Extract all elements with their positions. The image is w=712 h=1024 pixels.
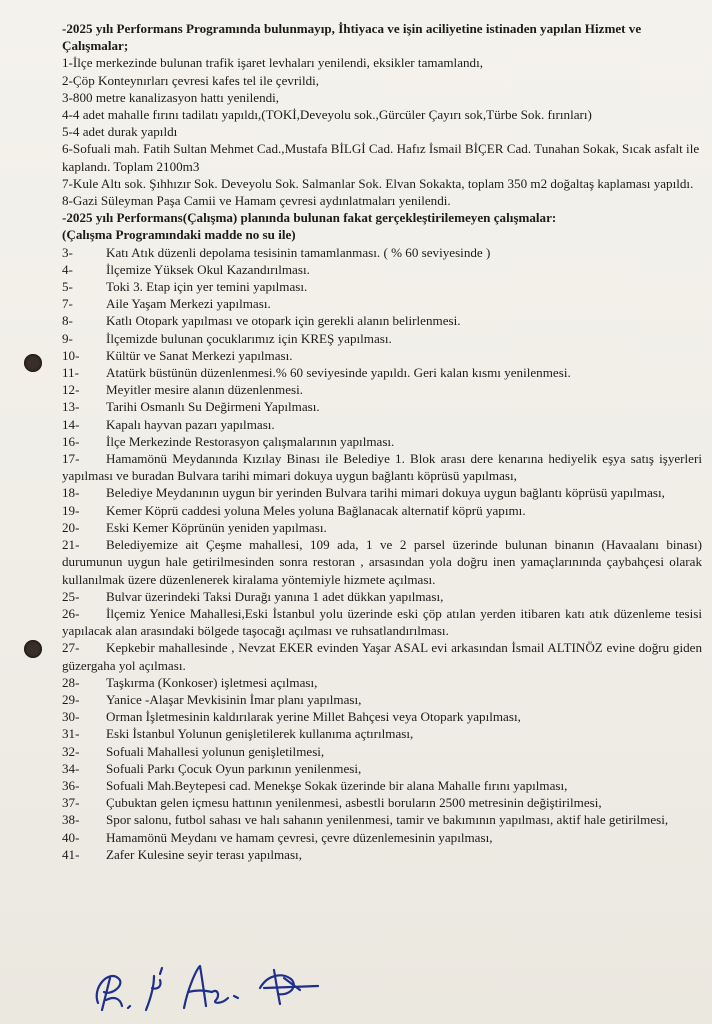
item-number: 38- [62,812,80,828]
section2-item [62,278,702,295]
item-text: İlçemizde bulunan çocuklarımız için KREŞ yapılması. [106,330,392,346]
item-number: 11- [62,365,79,381]
document-body [62,20,702,863]
item-text: Orman İşletmesinin kaldırılarak yerine Millet Bahçesi veya Otopark yapılması, [106,709,521,725]
section2-item [62,416,702,433]
item-text: Kapalı hayvan pazarı yapılması. [106,416,275,432]
section1-item: 4-4 adet mahalle fırını tadilatı yapıldı,(TOKİ,Deveyolu sok.,Gürcüler Çayırı sok,Türbe Sok. fırınları) [62,107,592,123]
item-text: Katı Atık düzenli depolama tesisinin tamamlanması. ( % 60 seviyesinde ) [106,244,491,260]
item-text: Katlı Otopark yapılması ve otopark için gerekli alanın belirlenmesi. [106,313,461,329]
section2-item [62,261,702,278]
punch-hole-top [24,354,42,372]
item-number: 27- [62,640,80,656]
item-number: 3- [62,244,73,260]
section2-item [62,519,702,536]
item-number: 30- [62,709,80,725]
item-number: 41- [62,846,80,862]
item-number: 26- [62,605,80,621]
section2-heading: -2025 yılı Performans(Çalışma) planında bulunan fakat gerçekleştirilemeyen çalışmalar: [62,210,557,226]
section2-subheading: (Çalışma Programındaki madde no su ile) [62,227,296,243]
section2-item [62,743,702,760]
item-number: 7- [62,296,73,312]
section2-item [62,398,702,415]
section2-item [62,450,702,484]
section2-item [62,725,702,742]
item-number: 14- [62,416,80,432]
item-text: Aile Yaşam Merkezi yapılması. [106,296,271,312]
item-text: İlçemiz Yenice Mahallesi,Eski İstanbul yolu üzerinde eski çöp atılan yerden itibaren katı atık düzenleme tesisi yapılacak alan arasındaki bölgede taşocağı açılması ve ruhsatlandırılması. [62,605,702,639]
item-text: Hamamönü Meydanında Kızılay Binası ile Belediye 1. Blok arası dere kenarına hediyelik eşya satış işyerleri yapılması ve buradan Bulvara tarihi mimari dokuya uygun bağlantı köprüsü yapılması, [62,451,702,484]
item-number: 40- [62,829,80,845]
item-text: Yanice -Alaşar Mevkisinin İmar planı yapılması, [106,691,362,707]
item-text: İlçe Merkezinde Restorasyon çalışmalarının yapılması. [106,433,395,449]
section2-item [62,330,702,347]
item-text: Kültür ve Sanat Merkezi yapılması. [106,347,293,363]
section2-item [62,536,702,588]
item-number: 32- [62,743,80,759]
section1-item: 8-Gazi Süleyman Paşa Camii ve Hamam çevresi aydınlatmaları yenilendi. [62,193,451,209]
item-text: İlçemize Yüksek Okul Kazandırılması. [106,261,310,277]
section2-item [62,639,702,673]
section1-heading: -2025 yılı Performans Programında bulunmayıp, İhtiyaca ve işin aciliyetine istinaden yapılan Hizmet ve Çalışmalar; [62,21,642,54]
item-number: 18- [62,485,80,501]
item-number: 10- [62,347,80,363]
item-number: 28- [62,674,80,690]
section2-item [62,708,702,725]
section2-item [62,674,702,691]
section2-item [62,364,702,381]
section1-item: 1-İlçe merkezinde bulunan trafik işaret levhaları yenilendi, eksikler tamamlandı, [62,55,484,71]
section2-item [62,794,702,811]
section2-item [62,605,702,639]
section1-list [62,54,702,209]
item-text: Meyitler mesire alanın düzenlenmesi. [106,382,304,398]
item-number: 5- [62,279,73,295]
item-text: Zafer Kulesine seyir terası yapılması, [106,846,302,862]
item-text: Belediyemize ait Çeşme mahallesi, 109 ada, 1 ve 2 parsel üzerinde bulunan binanın (Havaalanı binası) durumunun uygun hale getirilmesinden sonra restoran , arsasından yola doğru inen yamaçlarınında çaybahçesi olarak kullanılmak üzere düzenlenerek kiralama yöntemiyle hizmete açılması. [62,537,702,587]
section2-item [62,312,702,329]
item-number: 31- [62,726,80,742]
item-text: Kepkebir mahallesinde , Nevzat EKER evinden Yaşar ASAL evi arkasından İsmail ALTINÖZ evine doğru giden güzergaha yol açılması. [62,640,702,673]
section2-item [62,244,702,261]
section2-item [62,760,702,777]
item-number: 13- [62,399,80,415]
item-number: 20- [62,519,80,535]
item-text: Eski İstanbul Yolunun genişletilerek kullanıma açtırılması, [106,726,414,742]
item-number: 37- [62,795,80,811]
item-number: 34- [62,760,80,776]
item-text: Taşkırma (Konkoser) işletmesi açılması, [106,674,318,690]
section2-item [62,777,702,794]
item-text: Kemer Köprü caddesi yoluna Meles yoluna Bağlanacak alternatif köprü yapımı. [106,502,526,518]
section2-item [62,295,702,312]
section2-item [62,811,702,828]
item-text: Hamamönü Meydanı ve hamam çevresi, çevre düzenlemesinin yapılması, [106,829,493,845]
item-number: 36- [62,777,80,793]
section2-item [62,433,702,450]
section2-list [62,244,702,863]
item-number: 17- [62,451,80,467]
handwritten-signature [88,948,328,1018]
item-text: Belediye Meydanının uygun bir yerinden Bulvara tarihi mimari dokuya uygun bağlantı köprüsü yapılması, [106,485,665,501]
section1-item: 7-Kule Altı sok. Şıhhızır Sok. Deveyolu Sok. Salmanlar Sok. Elvan Sokakta, toplam 350 m2 doğaltaş kaplaması yapıldı. [62,175,694,191]
item-text: Sofuali Parkı Çocuk Oyun parkının yenilenmesi, [106,760,362,776]
item-text: Çubuktan gelen içmesu hattının yenilenmesi, asbestli boruların 2500 metresinin değiştirilmesi, [106,795,602,811]
item-text: Sofuali Mah.Beytepesi cad. Menekşe Sokak üzerinde bir alana Mahalle fırını yapılması, [106,777,568,793]
section1-item: 2-Çöp Konteynırları çevresi kafes tel ile çevrildi, [62,72,320,88]
punch-hole-bottom [24,640,42,658]
item-number: 19- [62,502,80,518]
item-text: Sofuali Mahallesi yolunun genişletilmesi, [106,743,325,759]
section1-item: 3-800 metre kanalizasyon hattı yenilendi, [62,89,280,105]
item-text: Atatürk büstünün düzenlenmesi.% 60 seviyesinde yapıldı. Geri kalan kısmı yenilenmesi. [106,365,571,381]
section2-item [62,502,702,519]
item-text: Bulvar üzerindeki Taksi Durağı yanına 1 adet dükkan yapılması, [106,588,444,604]
item-number: 8- [62,313,73,329]
item-text: Tarihi Osmanlı Su Değirmeni Yapılması. [106,399,320,415]
item-number: 21- [62,537,80,553]
section2-item [62,588,702,605]
item-number: 4- [62,261,73,277]
item-text: Eski Kemer Köprünün yeniden yapılması. [106,519,327,535]
section1-item: 5-4 adet durak yapıldı [62,124,178,140]
section2-item [62,347,702,364]
section2-item [62,846,702,863]
section2-item [62,381,702,398]
section1-item: 6-Sofuali mah. Fatih Sultan Mehmet Cad.,Mustafa BİLGİ Cad. Hafız İsmail BİÇER Cad. Tunahan Sokak, Sıcak asfalt ile kaplandı. Toplam 2100m3 [62,141,700,174]
item-number: 25- [62,588,80,604]
item-number: 29- [62,691,80,707]
section2-item [62,829,702,846]
item-number: 12- [62,382,80,398]
item-number: 16- [62,433,80,449]
item-text: Toki 3. Etap için yer temini yapılması. [106,279,308,295]
section2-item [62,484,702,501]
section2-item [62,691,702,708]
item-number: 9- [62,330,73,346]
item-text: Spor salonu, futbol sahası ve halı sahanın yenilenmesi, tamir ve bakımının yapılması, aktif hale getirilmesi, [106,812,669,828]
